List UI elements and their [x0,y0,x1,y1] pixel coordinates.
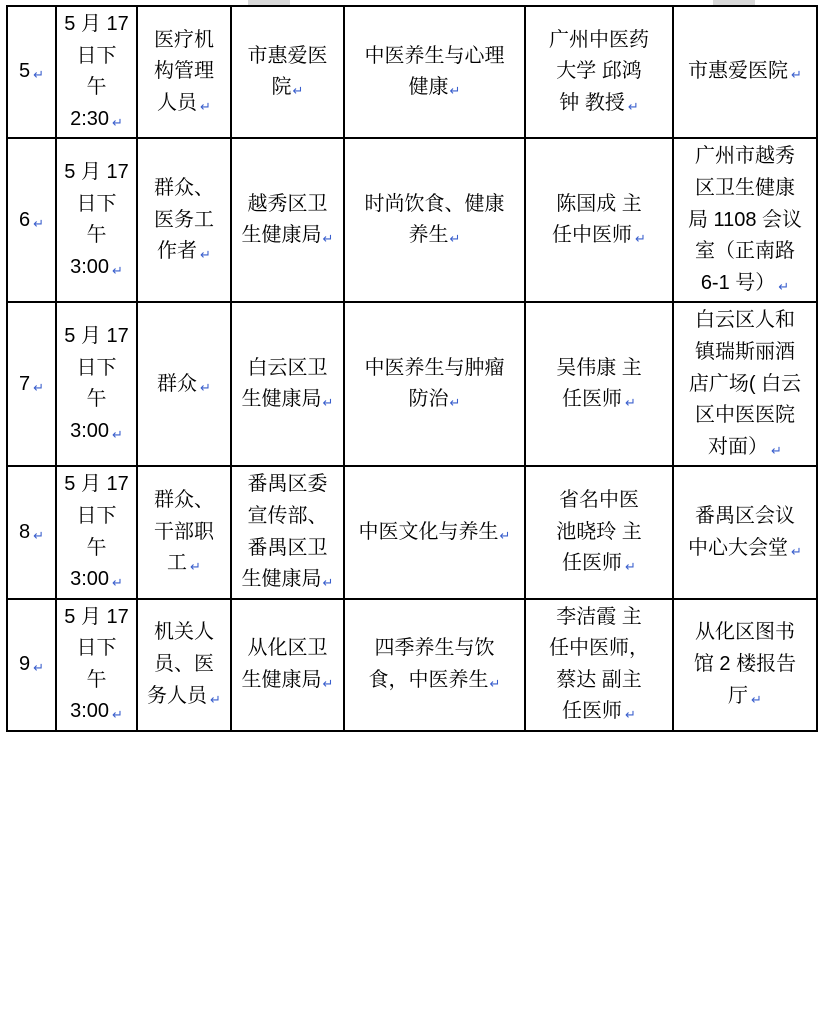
paragraph-return-icon: ↵ [200,248,211,264]
paragraph-return-icon: ↵ [292,84,304,100]
cell-audience [137,599,231,731]
text-line: 群众、 [154,176,214,199]
text-line: 3:00 ↵ [70,568,123,592]
text-line: 任医师 ↵ [562,700,636,724]
text-line: 市惠爱医 [247,44,328,67]
paragraph-return-icon: ↵ [190,560,201,576]
cell-place [673,466,817,598]
text-line: 日下 [76,44,117,67]
text-line: 5 月 17 [64,473,129,496]
paragraph-return-icon: ↵ [33,216,45,232]
paragraph-return-icon: ↵ [322,232,334,248]
paragraph-return-icon: ↵ [771,443,782,459]
text-line: 工 ↵ [167,552,201,576]
text-line: 日下 [76,192,117,215]
text-line: 馆 2 楼报告 [693,653,797,676]
text-line: 群众 ↵ [157,372,211,396]
paragraph-return-icon: ↵ [449,84,461,100]
paragraph-return-icon: ↵ [33,380,45,396]
text-line: 医疗机 [154,28,214,51]
cell-place [673,599,817,731]
cell-speaker [525,302,673,466]
text-line: 生健康局↵ [241,388,334,412]
paragraph-return-icon: ↵ [112,576,123,592]
paragraph-return-icon: ↵ [112,708,123,724]
text-line: 医务工 [154,208,214,231]
paragraph-return-icon: ↵ [499,528,511,544]
text-line: 3:00 ↵ [70,255,123,279]
text-line: 陈国成 主 [556,192,642,215]
paragraph-return-icon: ↵ [449,232,461,248]
cell-topic [344,599,525,731]
cell-organizer [231,599,344,731]
cell-time [56,6,137,138]
cell-topic [344,6,525,138]
text-line: 四季养生与饮 [374,637,495,660]
text-line: 吴伟康 主 [556,356,642,379]
paragraph-return-icon: ↵ [625,396,636,412]
text-line: 店广场( 白云 [688,372,802,395]
text-line: 任中医师 ↵ [552,224,646,248]
text-line: 李洁霞 主 [556,605,642,628]
cell-place [673,6,817,138]
text-line: 2:30 ↵ [70,107,123,131]
text-line: 健康↵ [408,76,461,100]
text-line: 午 [86,76,107,99]
cell-place [673,138,817,302]
text-line: 日下 [76,504,117,527]
text-line: 从化区卫 [247,637,328,660]
text-line: 任医师 ↵ [562,552,636,576]
text-line: 群众、 [154,489,214,512]
text-line: 5 月 17 [64,161,129,184]
text-line: 干部职 [154,520,214,543]
cell-time [56,466,137,598]
text-line: 区卫生健康 [695,176,795,199]
cell-no: 8 ↵ [7,466,56,598]
text-line: 省名中医 [559,489,639,512]
paragraph-return-icon: ↵ [791,544,802,560]
text-line: 生健康局↵ [241,668,334,692]
text-line: 5 月 17 [64,13,129,35]
text-line: 午 [86,536,107,559]
paragraph-return-icon: ↵ [625,708,636,724]
cell-speaker [525,599,673,731]
cell-topic [344,466,525,598]
text-line: 越秀区卫 [247,192,328,215]
paragraph-return-icon: ↵ [635,232,646,248]
text-line: 日下 [76,637,117,660]
cell-organizer [231,138,344,302]
text-line: 广州中医药 [549,28,649,51]
text-line: 中心大会堂 ↵ [688,536,802,560]
cell-audience [137,138,231,302]
paragraph-return-icon: ↵ [322,396,334,412]
text-line: 中医养生与肿瘤 [364,356,505,379]
cell-no: 9 ↵ [7,599,56,731]
text-line: 对面） ↵ [708,435,782,459]
table-row [7,302,817,466]
text-line: 宣传部、 [247,504,328,527]
paragraph-return-icon: ↵ [625,560,636,576]
text-line: 3:00 ↵ [70,700,123,724]
text-line: 番禺区卫 [247,536,328,559]
text-line: 厅 ↵ [728,684,762,708]
paragraph-return-icon: ↵ [489,676,501,692]
text-line: 务人员 ↵ [147,684,221,708]
paragraph-return-icon: ↵ [33,661,45,677]
cell-speaker [525,138,673,302]
text-line: 任中医师， [549,637,649,660]
text-line: 市惠爱医院 ↵ [688,60,802,84]
paragraph-return-icon: ↵ [112,427,123,443]
text-line: 人员 ↵ [157,91,211,115]
text-line: 广州市越秀 [695,145,795,168]
cell-audience [137,6,231,138]
table-row [7,6,817,138]
paragraph-return-icon: ↵ [778,279,790,295]
text-line: 从化区图书 [695,621,795,644]
text-line: 食，中医养生↵ [368,668,501,692]
table-row [7,466,817,598]
paragraph-return-icon: ↵ [200,380,211,396]
cell-organizer [231,6,344,138]
text-line: 构管理 [154,60,214,83]
text-line: 院↵ [271,76,304,100]
text-line: 5 月 17 [64,325,129,348]
text-line: 室（正南路 [695,240,795,263]
text-line: 午 [86,668,107,691]
table-row [7,138,817,302]
text-line: 午 [86,224,107,247]
paragraph-return-icon: ↵ [791,68,802,84]
cell-topic [344,138,525,302]
table-row [7,599,817,731]
text-line: 养生↵ [408,224,461,248]
paragraph-return-icon: ↵ [322,576,334,592]
text-line: 白云区卫 [247,356,328,379]
text-line: 员、医 [154,653,214,676]
cell-audience [137,466,231,598]
text-line: 作者 ↵ [157,240,211,264]
schedule-table [6,5,818,732]
paragraph-return-icon: ↵ [112,263,123,279]
text-line: 钟 教授 ↵ [559,91,639,115]
text-line: 6-1 号） ↵ [700,271,790,295]
text-line: 局 1108 会议 [687,208,803,231]
paragraph-return-icon: ↵ [200,99,211,115]
cell-time [56,138,137,302]
text-line: 蔡达 副主 [556,668,642,691]
text-line: 防治↵ [408,388,461,412]
text-line: 3:00 ↵ [70,419,123,443]
paragraph-return-icon: ↵ [751,692,762,708]
cell-speaker [525,6,673,138]
paragraph-return-icon: ↵ [33,528,45,544]
cell-time [56,302,137,466]
text-line: 生健康局↵ [241,224,334,248]
text-line: 机关人 [154,621,214,644]
paragraph-return-icon: ↵ [33,68,45,84]
text-line: 日下 [76,356,117,379]
text-line: 时尚饮食、健康 [364,192,505,215]
cell-organizer [231,466,344,598]
text-line: 中医文化与养生↵ [358,520,511,544]
text-line: 中医养生与心理 [364,44,505,67]
text-line: 镇瑞斯丽酒 [695,340,795,363]
cell-organizer [231,302,344,466]
text-line: 任医师 ↵ [562,388,636,412]
cell-no: 7 ↵ [7,302,56,466]
text-line: 池晓玲 主 [556,520,642,543]
cell-audience [137,302,231,466]
schedule-table-body [7,6,817,731]
cell-speaker [525,466,673,598]
paragraph-return-icon: ↵ [210,692,221,708]
text-line: 大学 邱鸿 [556,60,642,83]
text-line: 区中医医院 [695,404,795,427]
cell-topic [344,302,525,466]
paragraph-return-icon: ↵ [449,396,461,412]
text-line: 番禺区委 [247,473,328,496]
text-line: 番禺区会议 [695,504,795,527]
cell-no: 5 ↵ [7,6,56,138]
text-line: 5 月 17 [64,605,129,628]
cell-time [56,599,137,731]
paragraph-return-icon: ↵ [112,115,123,131]
text-line: 午 [86,388,107,411]
cell-no: 6 ↵ [7,138,56,302]
paragraph-return-icon: ↵ [627,99,639,115]
cell-place [673,302,817,466]
paragraph-return-icon: ↵ [322,676,334,692]
text-line: 白云区人和 [695,309,795,332]
text-line: 生健康局↵ [241,568,334,592]
